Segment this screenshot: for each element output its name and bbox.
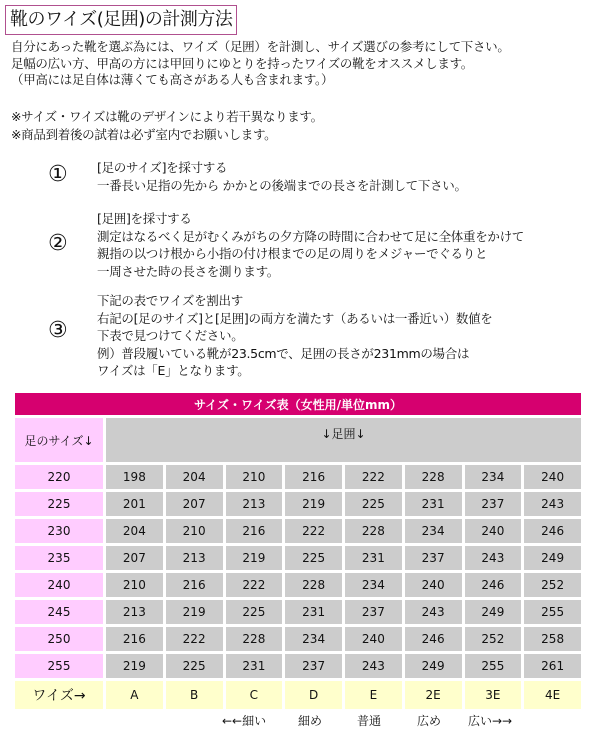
width-cell: 2E	[405, 681, 462, 709]
table-row	[15, 546, 581, 570]
girth-cell: 219	[226, 546, 283, 570]
girth-cell: 255	[524, 600, 581, 624]
note-line: ※サイズ・ワイズは靴のデザインにより若干異なります。	[11, 108, 323, 124]
girth-cell: 231	[285, 600, 342, 624]
legend-slightly-narrow: 細め	[298, 714, 323, 728]
girth-cell: 213	[226, 492, 283, 516]
step-line: 例）普段履いている靴が23.5cmで、足囲の長さが231mmの場合は	[97, 345, 470, 361]
legend-wide: 広い→→	[468, 714, 513, 728]
step-number: ②	[48, 231, 68, 256]
girth-cell: 228	[345, 519, 402, 543]
girth-cell: 207	[106, 546, 163, 570]
girth-cell: 216	[226, 519, 283, 543]
table-row	[15, 519, 581, 543]
width-cell: C	[226, 681, 283, 709]
girth-cell: 240	[405, 573, 462, 597]
width-row	[15, 681, 581, 709]
girth-cell: 219	[166, 600, 223, 624]
girth-cell: 249	[465, 600, 522, 624]
girth-cell: 198	[106, 465, 163, 489]
girth-cell: 249	[405, 654, 462, 678]
foot-size-cell: 225	[15, 492, 103, 516]
girth-cell: 258	[524, 627, 581, 651]
girth-cell: 222	[226, 573, 283, 597]
girth-header: ↓足囲↓	[106, 418, 581, 462]
girth-cell: 204	[106, 519, 163, 543]
intro-line: 自分にあった靴を選ぶ為には、ワイズ（足囲）を計測し、サイズ選びの参考にして下さい。	[11, 39, 510, 54]
width-label: ワイズ→	[15, 681, 103, 709]
girth-cell: 228	[405, 465, 462, 489]
width-cell: B	[166, 681, 223, 709]
foot-size-cell: 220	[15, 465, 103, 489]
foot-size-cell: 230	[15, 519, 103, 543]
girth-cell: 234	[285, 627, 342, 651]
width-cell: E	[345, 681, 402, 709]
girth-cell: 237	[465, 492, 522, 516]
step-line: ワイズは「E」となります。	[97, 363, 250, 378]
girth-cell: 246	[524, 519, 581, 543]
girth-cell: 216	[166, 573, 223, 597]
girth-cell: 210	[106, 573, 163, 597]
girth-cell: 252	[465, 627, 522, 651]
girth-cell: 222	[285, 519, 342, 543]
legend-slightly-wide: 広め	[417, 714, 442, 728]
width-cell: A	[106, 681, 163, 709]
girth-cell: 237	[345, 600, 402, 624]
girth-cell: 228	[226, 627, 283, 651]
girth-cell: 255	[465, 654, 522, 678]
step-line: 一番長い足指の先から かかとの後端までの長さを計測して下さい。	[97, 177, 467, 193]
foot-size-cell: 255	[15, 654, 103, 678]
girth-cell: 243	[345, 654, 402, 678]
girth-cell: 219	[285, 492, 342, 516]
width-cell: D	[285, 681, 342, 709]
intro-line: （甲高には足自体は薄くても高さがある人も含まれます。）	[11, 72, 334, 87]
table-row	[15, 465, 581, 489]
step-number: ③	[48, 318, 68, 343]
intro-text	[11, 39, 510, 144]
foot-size-cell: 240	[15, 573, 103, 597]
note-line: ※商品到着後の試着は必ず室内でお願いします。	[11, 127, 277, 142]
girth-cell: 216	[106, 627, 163, 651]
girth-cell: 201	[106, 492, 163, 516]
step-line: 下表で見つけてください。	[97, 328, 244, 343]
step-number: ①	[48, 162, 68, 187]
table-caption: サイズ・ワイズ表（女性用/単位mm）	[15, 393, 581, 415]
girth-cell: 243	[524, 492, 581, 516]
intro-line: 足幅の広い方、甲高の方には甲回りにゆとりを持ったワイズの靴をオススメします。	[11, 55, 473, 71]
girth-cell: 246	[405, 627, 462, 651]
legend-narrow: ←←細い	[222, 714, 267, 728]
step-heading: [足のサイズ]を採寸する	[97, 160, 228, 175]
girth-cell: 234	[405, 519, 462, 543]
girth-cell: 243	[465, 546, 522, 570]
girth-cell: 237	[405, 546, 462, 570]
size-width-table	[12, 390, 584, 712]
girth-cell: 261	[524, 654, 581, 678]
legend-normal: 普通	[357, 714, 382, 728]
width-cell: 4E	[524, 681, 581, 709]
girth-cell: 216	[285, 465, 342, 489]
foot-size-cell: 235	[15, 546, 103, 570]
table-row	[15, 492, 581, 516]
girth-cell: 234	[465, 465, 522, 489]
step-heading: 下記の表でワイズを割出す	[97, 293, 243, 308]
girth-cell: 213	[106, 600, 163, 624]
table-row	[15, 600, 581, 624]
girth-cell: 240	[524, 465, 581, 489]
girth-cell: 222	[166, 627, 223, 651]
girth-cell: 225	[226, 600, 283, 624]
step-line: 親指の以つけ根から小指の付け根までの足の周りをメジャーでぐるりと	[97, 246, 488, 261]
girth-cell: 225	[285, 546, 342, 570]
girth-cell: 225	[345, 492, 402, 516]
girth-cell: 225	[166, 654, 223, 678]
step-line: 一周させた時の長さを測ります。	[97, 263, 280, 279]
girth-cell: 219	[106, 654, 163, 678]
girth-cell: 213	[166, 546, 223, 570]
girth-cell: 249	[524, 546, 581, 570]
girth-cell: 243	[405, 600, 462, 624]
step-line: 測定はなるべく足がむくみがちの夕方降の時間に合わせて足に全体重をかけて	[97, 228, 525, 244]
page-title: 靴のワイズ(足囲)の計測方法	[5, 5, 237, 35]
table-row	[15, 627, 581, 651]
girth-cell: 252	[524, 573, 581, 597]
girth-cell: 231	[405, 492, 462, 516]
table-row	[15, 654, 581, 678]
width-cell: 3E	[465, 681, 522, 709]
girth-cell: 246	[465, 573, 522, 597]
girth-cell: 207	[166, 492, 223, 516]
step-line: 右記の[足のサイズ]と[足囲]の両方を満たす（あるいは一番近い）数値を	[97, 310, 493, 326]
girth-cell: 234	[345, 573, 402, 597]
girth-cell: 240	[345, 627, 402, 651]
girth-cell: 204	[166, 465, 223, 489]
foot-size-cell: 245	[15, 600, 103, 624]
foot-size-cell: 250	[15, 627, 103, 651]
girth-cell: 240	[465, 519, 522, 543]
size-header: 足のサイズ↓	[15, 418, 103, 462]
girth-cell: 237	[285, 654, 342, 678]
girth-cell: 222	[345, 465, 402, 489]
table-row	[15, 573, 581, 597]
step-heading: [足囲]を採寸する	[97, 211, 192, 226]
girth-cell: 231	[345, 546, 402, 570]
girth-cell: 210	[226, 465, 283, 489]
girth-cell: 231	[226, 654, 283, 678]
girth-cell: 228	[285, 573, 342, 597]
girth-cell: 210	[166, 519, 223, 543]
